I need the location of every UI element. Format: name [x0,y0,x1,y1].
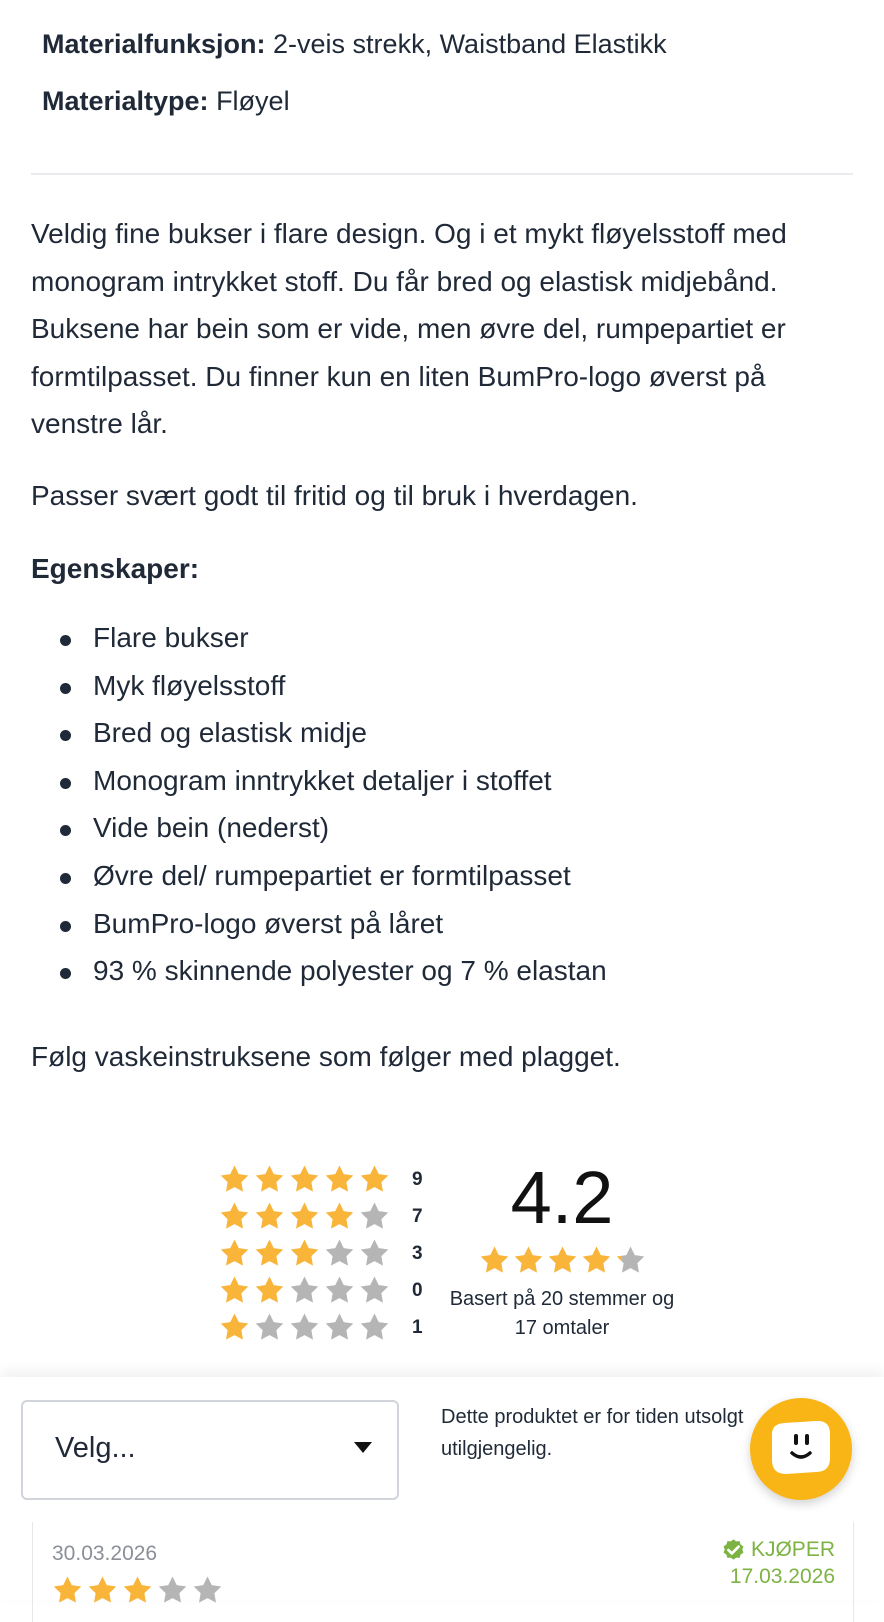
attribute-label: Materialtype: [42,86,209,116]
rating-row-count: 1 [412,1316,423,1338]
star-icon [218,1311,251,1344]
review-date: 30.03.2026 [52,1542,158,1565]
star-icon [288,1200,321,1233]
rating-basis-line1: Basert på 20 stemmer og [449,1288,675,1310]
rating-row-1[interactable] [218,1309,432,1346]
rating-row-3[interactable] [218,1235,432,1272]
rating-summary [432,1158,692,1343]
star-icon [51,1574,84,1607]
rating-row-count: 9 [412,1168,423,1190]
rating-row-stars [218,1311,393,1344]
rating-row-2[interactable] [218,1272,432,1309]
star-icon [323,1200,356,1233]
attribute-material-function [42,26,667,62]
rating-basis [432,1285,692,1343]
section-divider [31,173,853,175]
average-rating: 4.2 [510,1156,614,1239]
list-item: Monogram inntrykket detaljer i stoffet [31,757,607,805]
variant-select[interactable] [21,1400,399,1500]
rating-row-5[interactable] [218,1161,432,1198]
star-icon [86,1574,119,1607]
star-icon [253,1274,286,1307]
rating-row-count: 7 [412,1205,423,1227]
soldout-line1: Dette produktet er for tiden utsolgt [441,1406,744,1428]
rating-row-stars [218,1274,393,1307]
star-icon [358,1200,391,1233]
attribute-value: Fløyel [208,86,290,116]
list-item: Øvre del/ rumpepartiet er formtilpasset [31,852,607,900]
rating-row-count: 0 [412,1279,423,1301]
rating-row-stars [218,1163,393,1196]
review-stars [51,1574,226,1607]
features-list [31,614,607,995]
star-icon [218,1200,251,1233]
star-icon [478,1244,511,1277]
rating-row-stars [218,1200,393,1233]
list-item: 93 % skinnende polyester og 7 % elastan [31,947,607,995]
care-instructions: Følg vaskeinstruksene som følger med plagget. [31,1041,621,1072]
verified-buyer [720,1536,835,1590]
attribute-label: Materialfunksjon: [42,29,266,59]
star-icon [218,1274,251,1307]
star-icon [323,1237,356,1270]
chat-smiley-icon [750,1398,852,1500]
sticky-purchase-bar [0,1377,884,1600]
star-icon [121,1574,154,1607]
star-icon [614,1244,647,1277]
star-icon [218,1237,251,1270]
description-paragraph: Veldig fine bukser i flare design. Og i et mykt fløyelsstoff med monogram intrykket stoff. Du får bred og elastisk midjebånd. Buksene har bein som er vide, men øvre del, rumpepartiet er formtilpasset. Du finner kun en liten BumPro-logo øverst på venstre lår. [31,218,787,439]
star-icon [358,1163,391,1196]
star-icon [580,1244,613,1277]
rating-basis-line2: 17 omtaler [514,1317,610,1339]
list-item: Flare bukser [31,614,607,662]
list-item: Bred og elastisk midje [31,709,607,757]
star-icon [358,1274,391,1307]
star-icon [323,1311,356,1344]
star-icon [253,1311,286,1344]
star-icon [288,1274,321,1307]
soldout-message [441,1401,771,1465]
star-icon [546,1244,579,1277]
verified-check-icon [720,1536,747,1563]
star-icon [358,1311,391,1344]
star-icon [191,1574,224,1607]
star-icon [253,1237,286,1270]
star-icon [358,1237,391,1270]
rating-row-count: 3 [412,1242,423,1264]
chat-button[interactable] [750,1398,852,1500]
buyer-date: 17.03.2026 [729,1565,835,1588]
rating-row-stars [218,1237,393,1270]
average-rating-stars [432,1244,692,1277]
star-icon [218,1163,251,1196]
attribute-value: 2-veis strekk, Waistband Elastikk [265,29,667,59]
star-icon [156,1574,189,1607]
star-icon [253,1200,286,1233]
star-icon [288,1237,321,1270]
star-icon [323,1163,356,1196]
rating-row-4[interactable] [218,1198,432,1235]
attribute-material-type [42,83,290,119]
review-card [32,1522,854,1622]
rating-histogram [218,1161,432,1346]
list-item: Vide bein (nederst) [31,804,607,852]
variant-select-value: Velg... [55,1432,136,1464]
star-icon [512,1244,545,1277]
star-icon [323,1274,356,1307]
list-item: BumPro-logo øverst på låret [31,900,607,948]
star-icon [288,1163,321,1196]
buyer-label: KJØPER [750,1538,835,1561]
list-item: Myk fløyelsstoff [31,662,607,710]
soldout-line2: utilgjengelig. [441,1438,553,1460]
features-heading: Egenskaper: [31,553,200,584]
star-icon [253,1163,286,1196]
star-icon [288,1311,321,1344]
description-usage: Passer svært godt til fritid og til bruk i hverdagen. [31,480,638,511]
caret-down-icon [354,1442,372,1453]
